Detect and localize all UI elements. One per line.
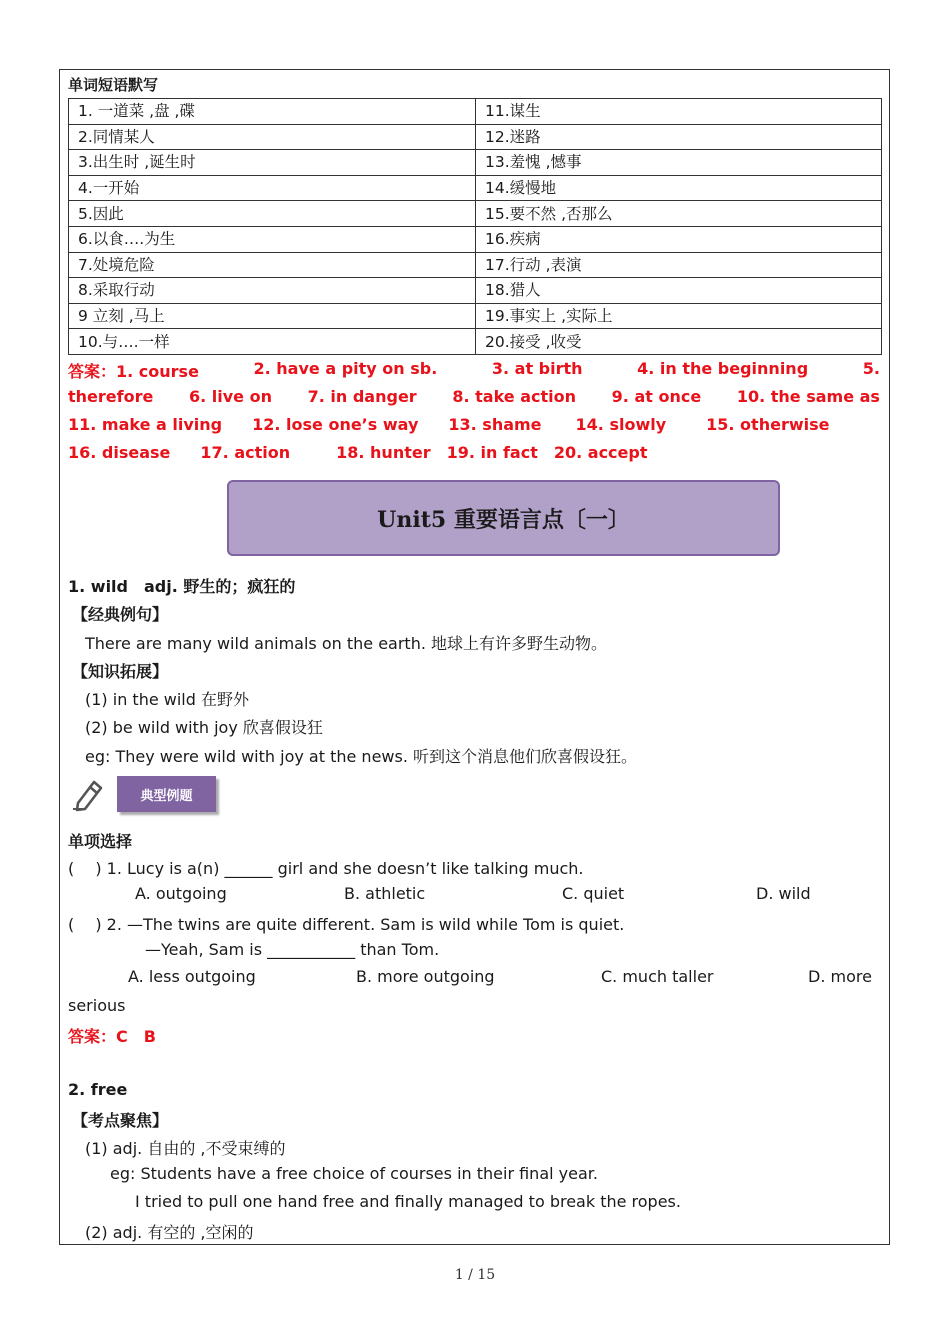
wild-heading: 1. wild adj. 野生的；疯狂的 xyxy=(68,577,296,596)
answer-item: 11. make a living xyxy=(68,415,223,434)
free-point-2: (2) adj. 有空的 ,空闲的 xyxy=(85,1223,254,1242)
vocab-cell: 12.迷路 xyxy=(476,124,882,150)
wild-example: There are many wild animals on the earth. 地球上有许多野生动物。 xyxy=(85,634,608,653)
answer-line xyxy=(68,443,880,462)
answer-item: 9. at once xyxy=(611,387,702,406)
q2-option-c: C. much taller xyxy=(601,967,714,986)
vocab-row xyxy=(69,150,882,176)
free-point-1: (1) adj. 自由的 ,不受束缚的 xyxy=(85,1139,286,1158)
banner-title: Unit5 重要语言点〔一〕 xyxy=(377,506,630,533)
vocab-row xyxy=(69,252,882,278)
vocab-row xyxy=(69,124,882,150)
vocab-row xyxy=(69,201,882,227)
answer-line xyxy=(68,415,880,434)
answer-item: 3. at birth xyxy=(491,359,583,378)
vocab-row xyxy=(69,226,882,252)
exercise-title: 单项选择 xyxy=(68,832,133,851)
vocab-table xyxy=(68,98,882,355)
answer-item: 15. otherwise xyxy=(706,415,830,434)
expand-tag: 【知识拓展】 xyxy=(72,662,169,681)
section-title: 单词短语默写 xyxy=(68,76,159,94)
vocab-cell: 3.出生时 ,诞生时 xyxy=(69,150,476,176)
answer-item: 8. take action xyxy=(452,387,576,406)
answer-item: 10. the same as xyxy=(736,387,880,406)
vocab-cell: 16.疾病 xyxy=(476,226,882,252)
vocab-cell: 17.行动 ,表演 xyxy=(476,252,882,278)
answer-item: 6. live on xyxy=(188,387,272,406)
q1-option-a: A. outgoing xyxy=(135,884,227,903)
vocab-row xyxy=(69,278,882,304)
vocab-row xyxy=(69,329,882,355)
answer-item: 5. xyxy=(862,359,880,378)
vocab-cell: 10.与….一样 xyxy=(69,329,476,355)
vocab-cell: 7.处境危险 xyxy=(69,252,476,278)
question-2: ( ) 2. —The twins are quite different. Sam is wild while Tom is quiet. xyxy=(68,915,625,934)
vocab-cell: 2.同情某人 xyxy=(69,124,476,150)
vocab-cell: 8.采取行动 xyxy=(69,278,476,304)
q2-option-a: A. less outgoing xyxy=(128,967,256,986)
page-number: 1 / 15 xyxy=(454,1267,496,1283)
vocab-cell: 9 立刻 ,马上 xyxy=(69,303,476,329)
vocab-cell: 18.猎人 xyxy=(476,278,882,304)
answer-item: 16. disease xyxy=(68,443,171,462)
vocab-row xyxy=(69,175,882,201)
answer-line xyxy=(68,359,880,382)
vocab-cell: 1. 一道菜 ,盘 ,碟 xyxy=(69,99,476,125)
q2-option-b: B. more outgoing xyxy=(356,967,495,986)
q2-option-d-cont: serious xyxy=(68,996,126,1015)
answer-item: 13. shame xyxy=(448,415,542,434)
q1-option-c: C. quiet xyxy=(562,884,625,903)
answer-item: 19. in fact xyxy=(446,443,538,462)
typical-example-badge: 典型例题 xyxy=(117,776,216,812)
answer-item: 20. accept xyxy=(553,443,648,462)
vocab-cell: 14.缓慢地 xyxy=(476,175,882,201)
vocab-cell: 15.要不然 ,否那么 xyxy=(476,201,882,227)
pencil-icon xyxy=(70,776,106,812)
answer-line xyxy=(68,387,880,406)
vocab-cell: 13.羞愧 ,憾事 xyxy=(476,150,882,176)
vocab-row xyxy=(69,303,882,329)
answer-item: 7. in danger xyxy=(307,387,417,406)
focus-tag: 【考点聚焦】 xyxy=(72,1111,169,1130)
vocab-row xyxy=(69,99,882,125)
answer-item: 答案：1. course xyxy=(68,362,199,381)
q2-option-d: D. more xyxy=(808,967,872,986)
wild-point-2: (2) be wild with joy 欣喜假设狂 xyxy=(85,718,323,737)
vocab-cell: 4.一开始 xyxy=(69,175,476,201)
exercise-answer: 答案：C B xyxy=(68,1027,156,1046)
vocab-cell: 11.谋生 xyxy=(476,99,882,125)
wild-point-1: (1) in the wild 在野外 xyxy=(85,690,249,709)
answer-item: 2. have a pity on sb. xyxy=(253,359,438,378)
unit-banner xyxy=(227,480,780,556)
q1-option-d: D. wild xyxy=(756,884,811,903)
answer-item: 12. lose one’s way xyxy=(252,415,419,434)
vocab-cell: 5.因此 xyxy=(69,201,476,227)
example-tag: 【经典例句】 xyxy=(72,605,169,624)
answer-item: 17. action xyxy=(200,443,291,462)
wild-eg: eg: They were wild with joy at the news. 听到这个消息他们欣喜假设狂。 xyxy=(85,747,638,766)
free-heading: 2. free xyxy=(68,1080,128,1099)
answer-item: 14. slowly xyxy=(575,415,667,434)
vocab-cell: 20.接受 ,收受 xyxy=(476,329,882,355)
answer-item: therefore xyxy=(68,387,154,406)
free-eg-1: eg: Students have a free choice of courses in their final year. xyxy=(110,1164,598,1183)
question-1: ( ) 1. Lucy is a(n) ______ girl and she doesn’t like talking much. xyxy=(68,859,584,878)
vocab-cell: 6.以食….为生 xyxy=(69,226,476,252)
free-eg-2: I tried to pull one hand free and finally managed to break the ropes. xyxy=(135,1192,681,1211)
vocab-cell: 19.事实上 ,实际上 xyxy=(476,303,882,329)
answer-item: 18. hunter xyxy=(336,443,431,462)
q1-option-b: B. athletic xyxy=(344,884,426,903)
question-2-reply: —Yeah, Sam is ___________ than Tom. xyxy=(145,940,440,959)
answer-item: 4. in the beginning xyxy=(637,359,809,378)
